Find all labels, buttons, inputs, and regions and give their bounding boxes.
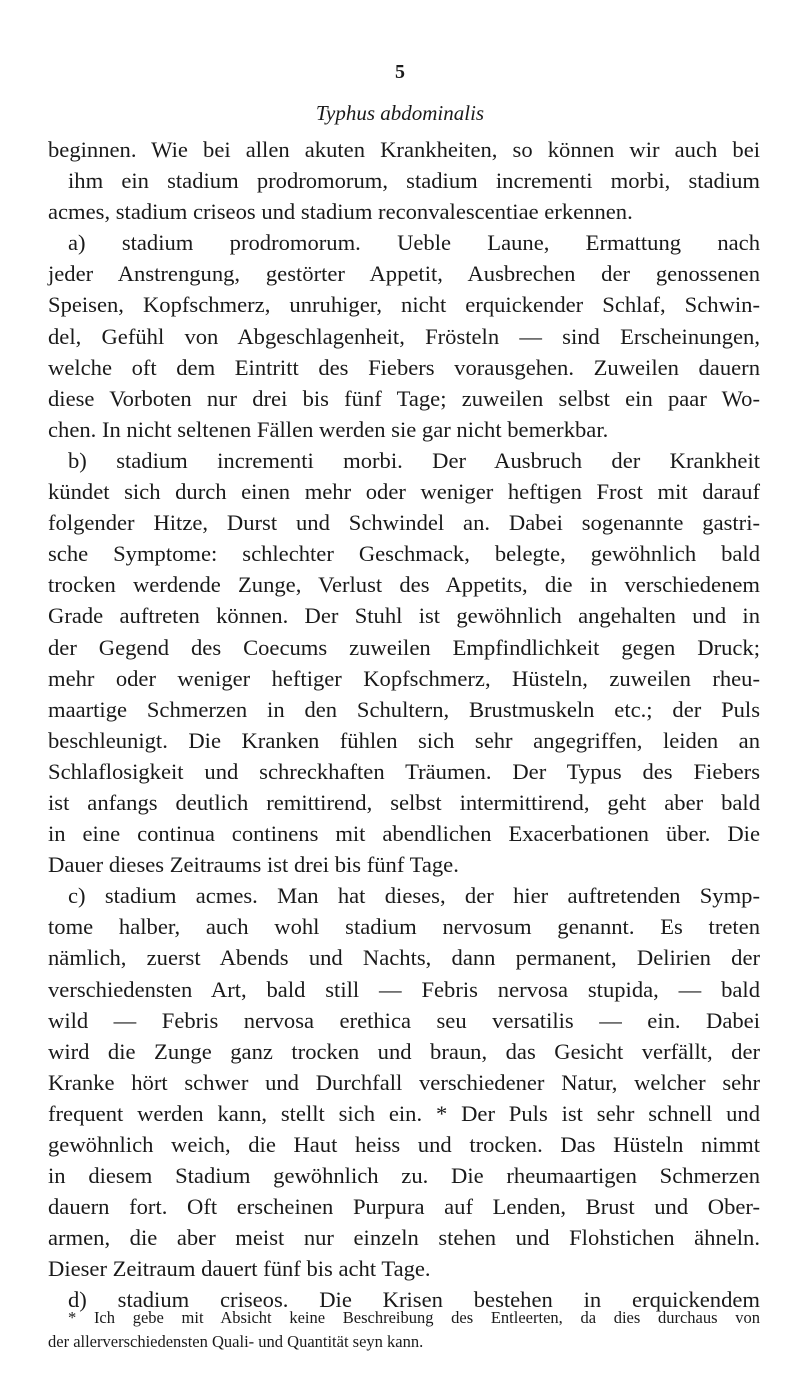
text-line: Dauer dieses Zeitraums ist drei bis fünf Tage. [48,852,459,878]
text-line: kündet sich durch einen mehr oder weniger heftigen Frost mit darauf [48,479,760,505]
section-heading-b: b) stadium incrementi morbi. Der Ausbruch der Krankheit [68,447,760,473]
running-head: Typhus abdominalis [315,101,485,125]
section-heading-d: d) stadium criseos. Die Krisen bestehen in erquickendem [68,1287,760,1313]
text-line: in eine continua continens mit abendlichen Exacerbationen über. Die [48,821,760,847]
text-line: ist anfangs deutlich remittirend, selbst intermittirend, geht aber bald [48,789,760,815]
text-line: frequent werden kann, stellt sich ein. * Der Puls ist sehr schnell und [48,1100,760,1126]
text-line: folgender Hitze, Durst und Schwindel an. Dabei sogenannte gastri- [48,510,760,536]
page-number: 5 [395,61,405,83]
text-line: Schlaflosigkeit und schreckhaften Träumen. Der Typus des Fiebers [48,758,760,784]
footnote [48,1306,760,1354]
text-line: welche oft dem Eintritt des Fiebers vorausgehen. Zuweilen dauern [48,354,760,380]
text-line: Speisen, Kopfschmerz, unruhiger, nicht erquickender Schlaf, Schwin- [48,292,760,318]
text-line: diese Vorboten nur drei bis fünf Tage; zuweilen selbst ein paar Wo- [48,385,760,411]
text-line: mehr oder weniger heftiger Kopfschmerz, Hüsteln, zuweilen rheu- [48,665,760,691]
body-text [48,134,760,1316]
text-line: dauern fort. Oft erscheinen Purpura auf Lenden, Brust und Ober- [48,1194,760,1220]
text-line: del, Gefühl von Abgeschlagenheit, Frösteln — sind Erscheinungen, [48,323,760,349]
text-line: acmes, stadium criseos und stadium reconvalescentiae erkennen. [48,199,633,225]
text-line: der Gegend des Coecums zuweilen Empfindlichkeit gegen Druck; [48,634,760,660]
text-line: trocken werdende Zunge, Verlust des Appetits, die in verschiedenem [48,572,760,598]
text-line: jeder Anstrengung, gestörter Appetit, Ausbrechen der genossenen [48,261,760,287]
text-line: verschiedensten Art, bald still — Febris nervosa stupida, — bald [48,976,760,1002]
text-line: tome halber, auch wohl stadium nervosum genannt. Es treten [48,914,760,940]
section-heading-c: c) stadium acmes. Man hat dieses, der hier auftretenden Symp- [68,883,760,909]
section-heading-a: a) stadium prodromorum. Ueble Laune, Ermattung nach [68,230,760,256]
text-line: Grade auftreten können. Der Stuhl ist gewöhnlich angehalten und in [48,603,760,629]
text-line: sche Symptome: schlechter Geschmack, belegte, gewöhnlich bald [48,541,760,567]
footnote-line: der allerverschiedensten Quali- und Quantität seyn kann. [48,1332,424,1351]
text-line: in diesem Stadium gewöhnlich zu. Die rheumaartigen Schmerzen [48,1163,760,1189]
text-line: maartige Schmerzen in den Schultern, Brustmuskeln etc.; der Puls [48,696,760,722]
text-line: beschleunigt. Die Kranken fühlen sich sehr angegriffen, leiden an [48,727,760,753]
text-line: Kranke hört schwer und Durchfall verschiedener Natur, welcher sehr [48,1069,760,1095]
footnote-line: * Ich gebe mit Absicht keine Beschreibung des Entleerten, da dies durchaus von [68,1308,760,1327]
text-line: armen, die aber meist nur einzeln stehen und Flohstichen ähneln. [48,1225,760,1251]
text-line: Dieser Zeitraum dauert fünf bis acht Tage. [48,1256,431,1282]
text-line: wild — Febris nervosa erethica seu versatilis — ein. Dabei [48,1007,760,1033]
text-line: gewöhnlich weich, die Haut heiss und trocken. Das Hüsteln nimmt [48,1132,760,1157]
text-line: wird die Zunge ganz trocken und braun, das Gesicht verfällt, der [48,1038,760,1064]
text-line: chen. In nicht seltenen Fällen werden sie gar nicht bemerkbar. [48,416,609,442]
text-line: ihm ein stadium prodromorum, stadium incrementi morbi, stadium [68,168,760,194]
text-line: nämlich, zuerst Abends und Nachts, dann permanent, Delirien der [48,945,760,971]
text-line: beginnen. Wie bei allen akuten Krankheiten, so können wir auch bei [48,137,760,162]
